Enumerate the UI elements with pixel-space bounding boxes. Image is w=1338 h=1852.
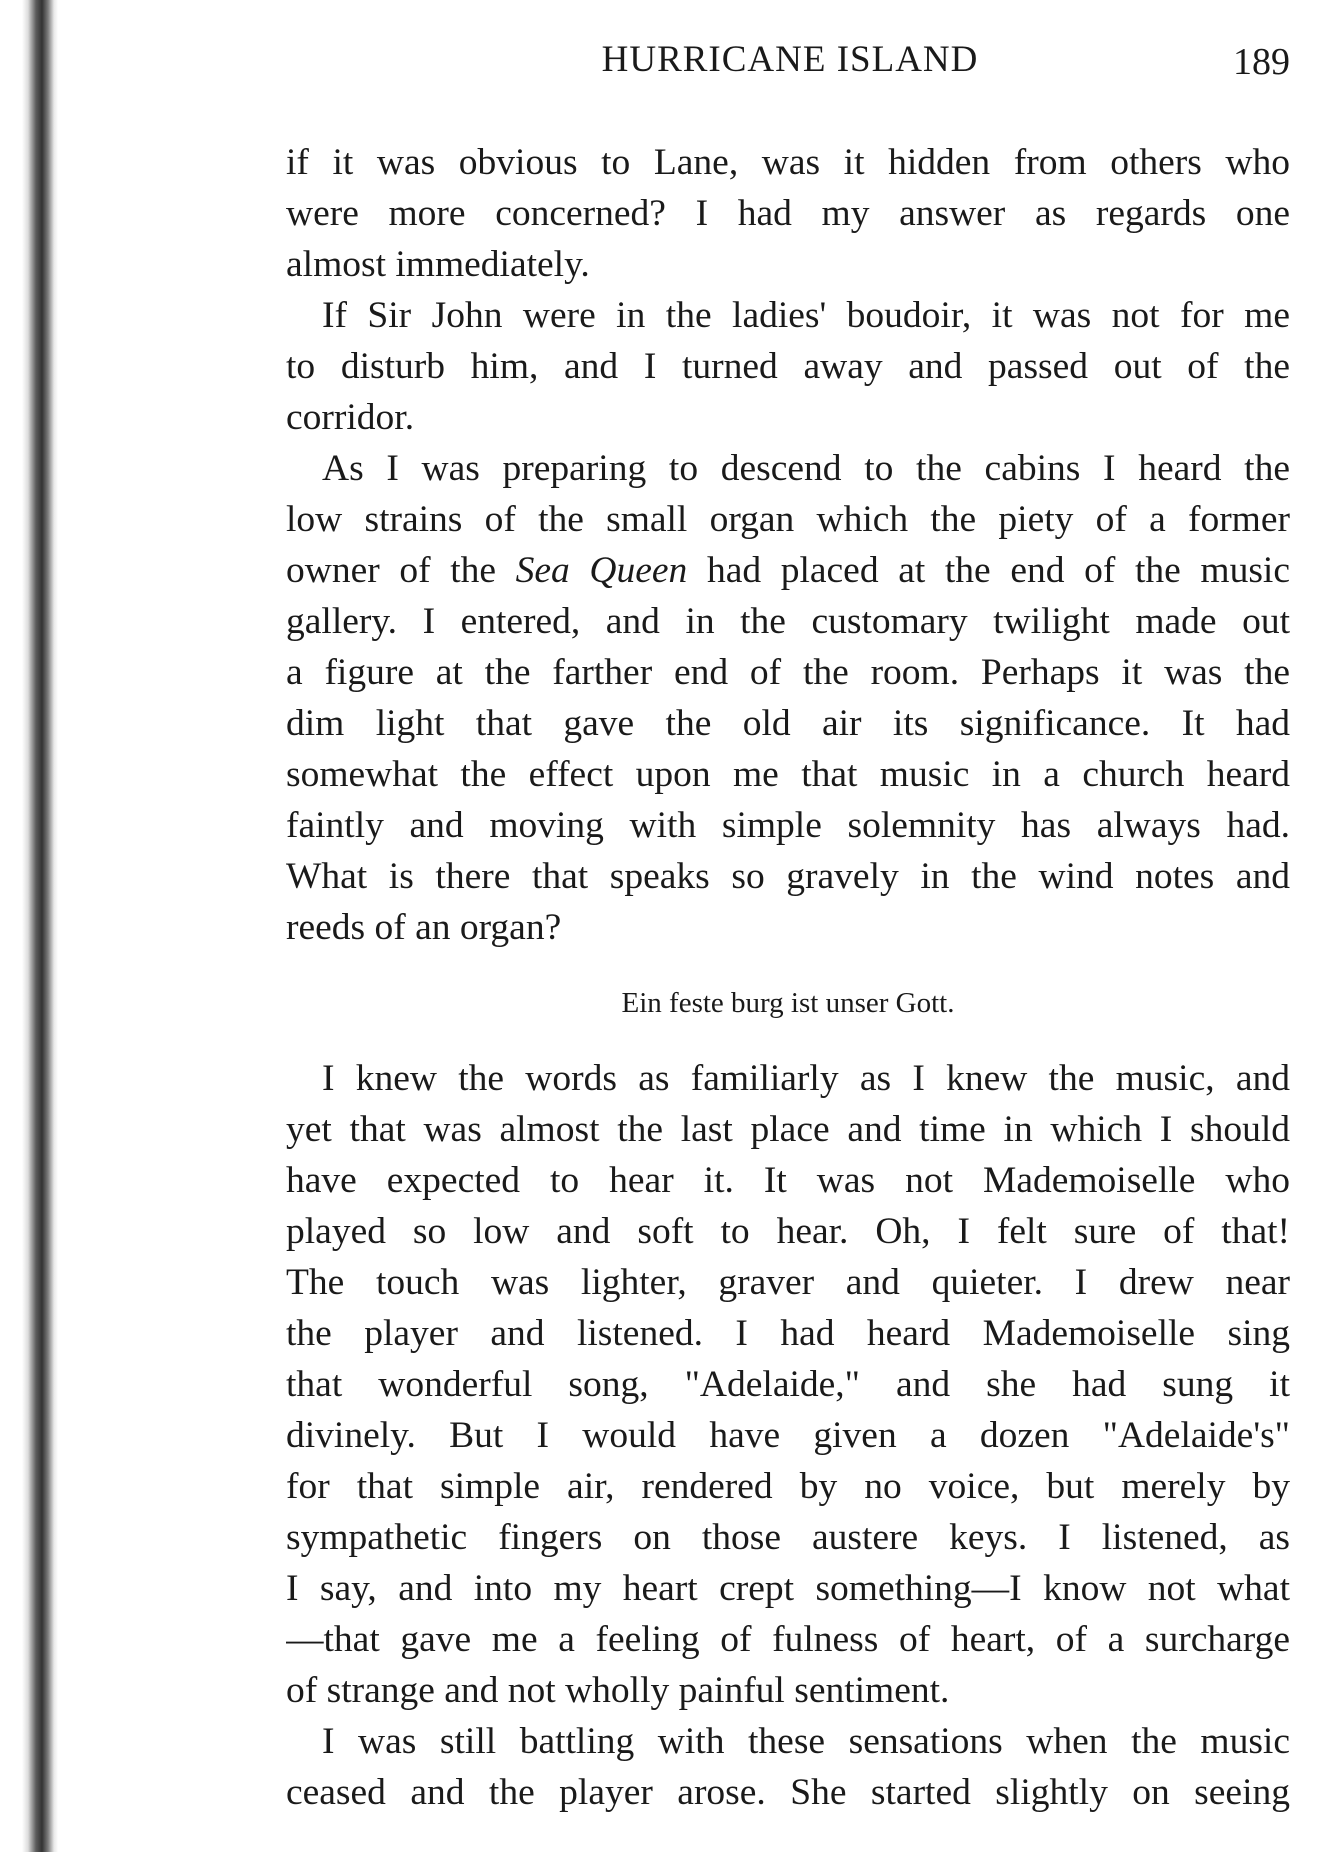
ship-name-italic: Sea Queen xyxy=(515,550,688,591)
text-line: were more concerned? I had my answer as regards one xyxy=(286,193,1290,234)
text-fragment: had placed at the end of the music xyxy=(687,550,1290,591)
text-line: The touch was lighter, graver and quieter. I drew near xyxy=(286,1262,1290,1303)
text-line: corridor. xyxy=(286,397,415,438)
text-line: of strange and not wholly painful sentiment. xyxy=(286,1670,950,1711)
text-line: for that simple air, rendered by no voice, but merely by xyxy=(286,1466,1290,1507)
body-text xyxy=(286,137,1290,1818)
text-line: ceased and the player arose. She started slightly on seeing xyxy=(286,1772,1290,1813)
text-line: that wonderful song, "Adelaide," and she had sung it xyxy=(286,1364,1290,1405)
page-number: 189 xyxy=(1233,41,1290,83)
spacer xyxy=(286,1023,1290,1053)
paragraph-5 xyxy=(286,1716,1290,1818)
text-line: —that gave me a feeling of fulness of heart, of a surcharge xyxy=(286,1619,1290,1660)
text-line: have expected to hear it. It was not Mademoiselle who xyxy=(286,1160,1290,1201)
text-line: if it was obvious to Lane, was it hidden from others who xyxy=(286,142,1290,183)
text-line: What is there that speaks so gravely in the wind notes and xyxy=(286,856,1290,897)
text-line: I was still battling with these sensations when the music xyxy=(322,1721,1290,1762)
spacer xyxy=(286,953,1290,983)
text-line: dim light that gave the old air its significance. It had xyxy=(286,703,1290,744)
paragraph-2 xyxy=(286,290,1290,443)
text-line: gallery. I entered, and in the customary twilight made out xyxy=(286,601,1290,642)
text-line: As I was preparing to descend to the cabins I heard the xyxy=(322,448,1290,489)
text-line-with-italic xyxy=(286,545,1290,596)
text-line: I knew the words as familiarly as I knew the music, and xyxy=(322,1058,1290,1099)
text-line: played so low and soft to hear. Oh, I felt sure of that! xyxy=(286,1211,1290,1252)
text-line: reeds of an organ? xyxy=(286,907,562,948)
text-line: divinely. But I would have given a dozen "Adelaide's" xyxy=(286,1415,1290,1456)
text-line: If Sir John were in the ladies' boudoir, it was not for me xyxy=(322,295,1290,336)
text-line: yet that was almost the last place and time in which I should xyxy=(286,1109,1290,1150)
text-line: somewhat the effect upon me that music in a church heard xyxy=(286,754,1290,795)
text-line: sympathetic fingers on those austere keys. I listened, as xyxy=(286,1517,1290,1558)
page-binding-edge xyxy=(0,0,58,1852)
paragraph-3 xyxy=(286,443,1290,953)
text-fragment: owner of the xyxy=(286,550,516,591)
paragraph-4 xyxy=(286,1053,1290,1716)
text-line: I say, and into my heart crept something—I know not what xyxy=(286,1568,1290,1609)
text-line: almost immediately. xyxy=(286,244,590,285)
text-line: faintly and moving with simple solemnity has always had. xyxy=(286,805,1290,846)
text-line: low strains of the small organ which the piety of a former xyxy=(286,499,1290,540)
paragraph-1 xyxy=(286,137,1290,290)
text-line: a figure at the farther end of the room. Perhaps it was the xyxy=(286,652,1290,693)
text-line: the player and listened. I had heard Mademoiselle sing xyxy=(286,1313,1290,1354)
hymn-quote: Ein feste burg ist unser Gott. xyxy=(621,987,955,1019)
text-line: to disturb him, and I turned away and passed out of the xyxy=(286,346,1290,387)
running-head: HURRICANE ISLAND xyxy=(601,39,979,80)
page-header xyxy=(290,38,1290,88)
